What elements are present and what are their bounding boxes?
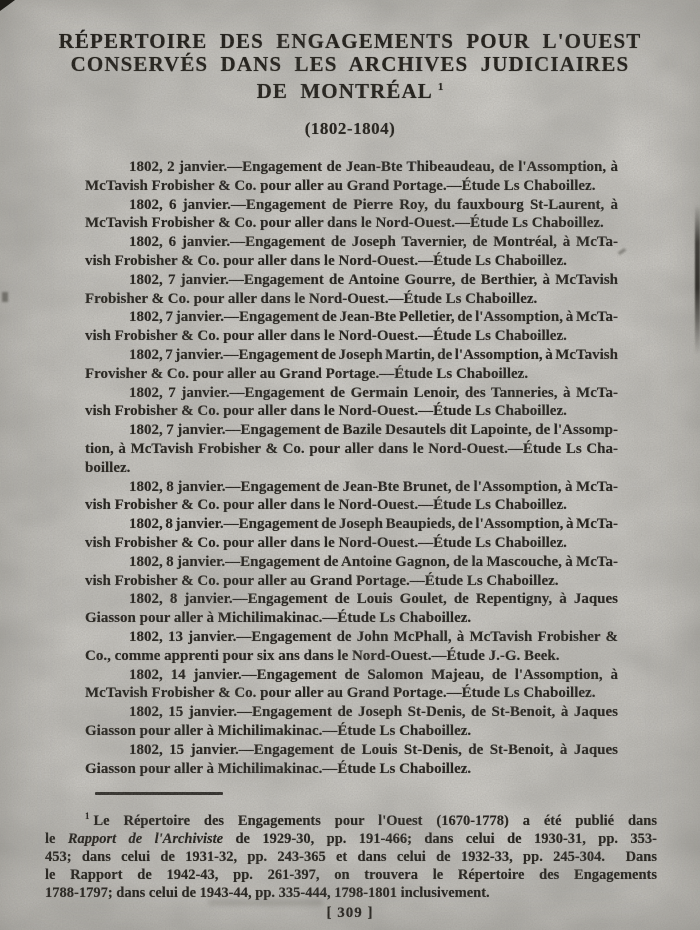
entry-line: vish Frobisher & Co. pour aller dans le Nord-Ouest.—Étude Ls Chaboillez. xyxy=(85,252,567,269)
entry-line: vish Frobisher & Co. pour aller dans le Nord-Ouest.—Étude Ls Chaboillez. xyxy=(85,534,567,551)
entry-line: 1802, 13 janvier.—Engagement de John McPhall, à McTavish Frobisher & xyxy=(129,628,618,645)
entry-line: McTavish Frobisher & Co. pour aller au Grand Portage.—Étude Ls Chaboillez. xyxy=(85,685,596,702)
entry-line: vish Frobisher & Co. pour aller dans le Nord-Ouest.—Étude Ls Chaboillez. xyxy=(85,328,567,345)
footnote-line: le Rapport de l'Archiviste de 1929-30, pp. 191-466; dans celui de 1930-31, pp. 353- xyxy=(45,831,657,848)
footnote-line: 1788-1797; dans celui de 1943-44, pp. 335-444, 1798-1801 inclusivement. xyxy=(45,885,490,902)
footnote-divider xyxy=(95,792,223,795)
entry-line: 1802, 15 janvier.—Engagement de Louis St-Denis, de St-Benoit, à Jaques xyxy=(129,741,618,758)
entry-line: 1802, 15 janvier.—Engagement de Joseph St-Denis, de St-Benoit, à Jaques xyxy=(129,704,618,721)
entry-line: McTavish Frobisher & Co. pour aller au Grand Portage.—Étude Ls Chaboillez. xyxy=(85,177,596,194)
entry-line: 1802, 7 janvier.—Engagement de Germain Lenoir, des Tanneries, à McTa- xyxy=(129,384,618,401)
entry-line: Frobisher & Co. pour aller dans le Nord-Ouest.—Étude Ls Chaboillez. xyxy=(85,290,538,307)
footnote-line: le Rapport de 1942-43, pp. 261-397, on trouvera le Répertoire des Engagements xyxy=(45,867,657,884)
engagement-list xyxy=(85,158,618,778)
entry-line: vish Frobisher & Co. pour aller au Grand Portage.—Étude Ls Chaboillez. xyxy=(85,572,559,589)
entry-line: 1802, 8 janvier.—Engagement de Antoine Gagnon, de la Mascouche, à McTa- xyxy=(129,553,618,570)
entry-line: 1802, 7 janvier.—Engagement de Joseph Martin, de l'Assomption, à McTavish xyxy=(129,346,618,363)
subtitle-years: (1802-1804) xyxy=(304,119,396,138)
entry-line: vish Frobisher & Co. pour aller dans le Nord-Ouest.—Étude Ls Chaboillez. xyxy=(85,403,567,420)
title-line-1: RÉPERTOIRE DES ENGAGEMENTS POUR L'OUEST xyxy=(58,29,642,53)
title-line-3 xyxy=(0,76,700,103)
scan-artifact-fleck xyxy=(618,248,626,255)
entry-line: Giasson pour aller à Michilimakinac.—Étude Ls Chaboillez. xyxy=(85,610,472,627)
scan-artifact-edge-streak xyxy=(695,205,700,355)
entry-line: boillez. xyxy=(85,459,131,476)
scan-artifact-fleck xyxy=(2,292,8,302)
title-footnote-marker: 1 xyxy=(437,81,444,93)
footnote-line: $^1$ Le Répertoire des Engagements pour l'Ouest (1670-1778) a été publié dans xyxy=(85,811,657,830)
entry-line: 1802, 14 janvier.—Engagement de Salomon Majeau, de l'Assomption, à xyxy=(129,666,618,683)
scan-artifact-smear xyxy=(208,899,323,906)
page-number: [ 309 ] xyxy=(326,905,374,922)
entry-line: 1802, 6 janvier.—Engagement de Joseph Tavernier, de Montréal, à McTa- xyxy=(129,234,618,251)
entry-line: Frovisher & Co. pour aller au Grand Portage.—Étude Ls Chaboillez. xyxy=(85,365,529,382)
entry-line: tion, à McTavish Frobisher & Co. pour aller dans le Nord-Ouest.—Étude Ls Cha- xyxy=(85,440,618,457)
entry-line: Giasson pour aller à Michilimakinac.—Étude Ls Chaboillez. xyxy=(85,760,472,777)
entry-line: 1802, 8 janvier.—Engagement de Jean-Bte Brunet, de l'Assomption, à McTa- xyxy=(129,478,618,495)
footnote-line: 453; dans celui de 1931-32, pp. 243-365 et dans celui de 1932-33, pp. 245-304. Dans xyxy=(45,849,657,866)
footnote-marker: 1 xyxy=(85,811,90,822)
title-line-2: CONSERVÉS DANS LES ARCHIVES JUDICIAIRES xyxy=(70,52,630,76)
title-line-3-text: DE MONTRÉAL xyxy=(256,79,433,103)
scan-artifact-corner-mark xyxy=(0,0,15,11)
entry-line: Co., comme apprenti pour six ans dans le Nord-Ouest.—Étude J.-G. Beek. xyxy=(85,647,560,664)
entry-line: 1802, 2 janvier.—Engagement de Jean-Bte Thibeaudeau, de l'Assomption, à xyxy=(129,159,618,175)
entry-line: McTavish Frobisher & Co. pour aller dans le Nord-Ouest.—Étude Ls Chaboillez. xyxy=(85,215,604,232)
footnote-italic-title: Rapport de l'Archiviste xyxy=(67,831,224,848)
entry-line: Giasson pour aller à Michilimakinac.—Étude Ls Chaboillez. xyxy=(85,722,472,739)
entry-line: 1802, 7 janvier.—Engagement de Jean-Bte Pelletier, de l'Assomption, à McTa- xyxy=(129,309,618,326)
entry-line: 1802, 6 janvier.—Engagement de Pierre Roy, du fauxbourg St-Laurent, à xyxy=(129,196,618,213)
document-title xyxy=(0,30,700,103)
entry-line: vish Frobisher & Co. pour aller dans le Nord-Ouest.—Étude Ls Chaboillez. xyxy=(85,497,567,514)
entry-line: 1802, 7 janvier.—Engagement de Antoine Gourre, de Berthier, à McTavish xyxy=(129,271,618,288)
footnote-section xyxy=(45,792,657,902)
entry-line: 1802, 8 janvier.—Engagement de Louis Goulet, de Repentigny, à Jaques xyxy=(129,591,618,608)
entry-line: 1802, 8 janvier.—Engagement de Joseph Beaupieds, de l'Assomption, à McTa- xyxy=(129,516,618,533)
entry-line: 1802, 7 janvier.—Engagement de Bazile Desautels dit Lapointe, de l'Assomp- xyxy=(129,422,618,439)
